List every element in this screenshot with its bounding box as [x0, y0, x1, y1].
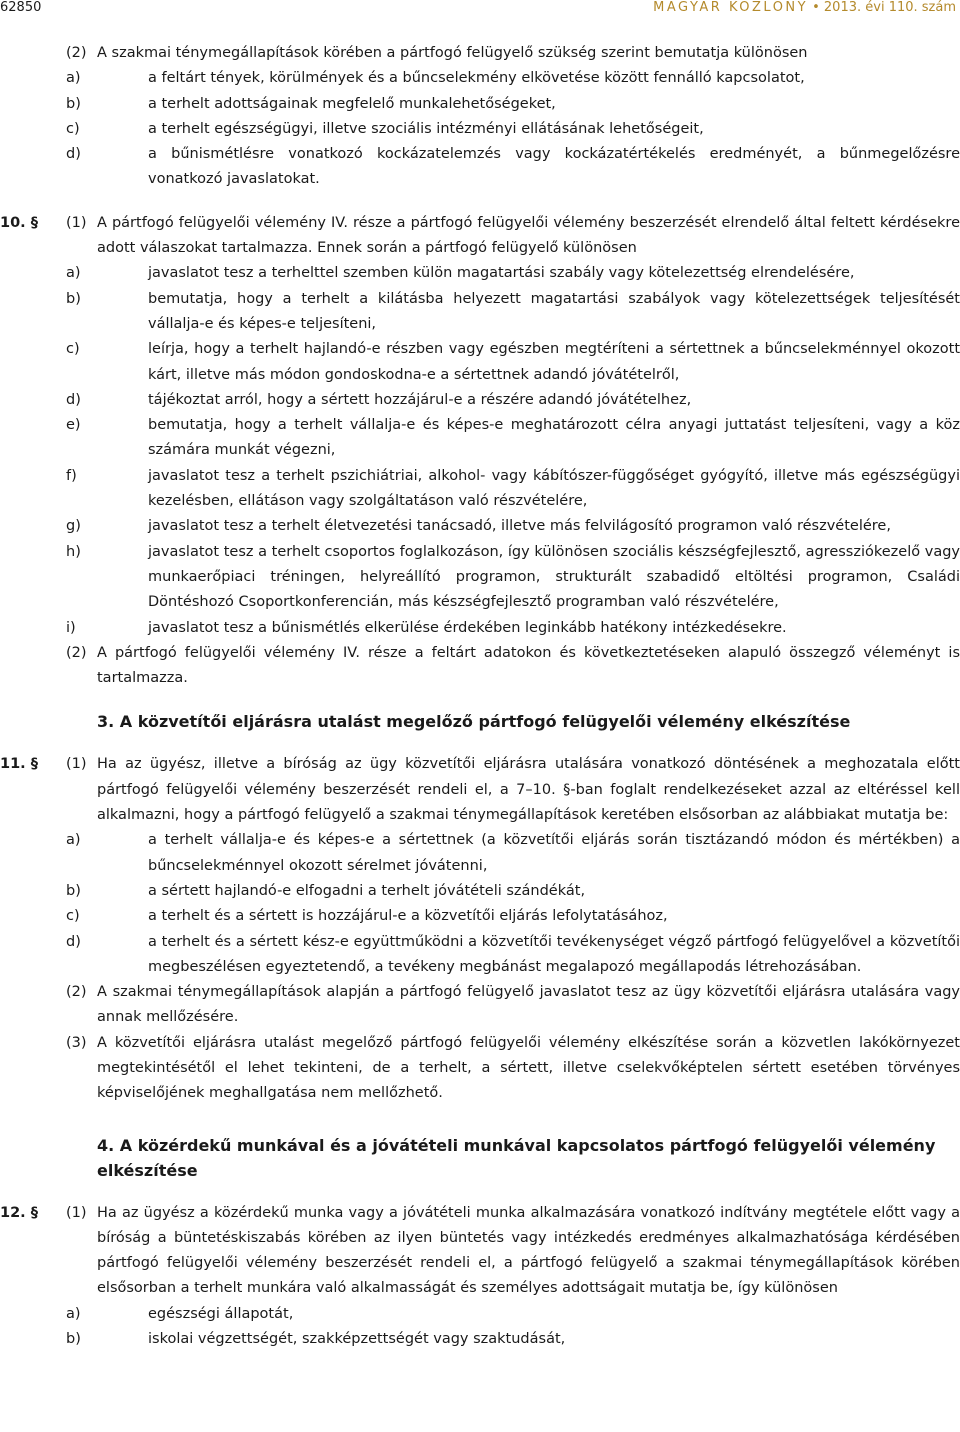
point-row	[0, 66, 960, 91]
paragraph-row	[0, 41, 960, 66]
point-text: a terhelt adottságainak megfelelő munkalehetőségeket,	[148, 95, 556, 112]
point-text: a terhelt egészségügyi, illetve szociális intézményi ellátásának lehetőségeit,	[148, 120, 704, 137]
point-label: c)	[66, 120, 80, 137]
paragraph-number: (3)	[66, 1034, 87, 1051]
point-label: d)	[66, 391, 81, 408]
point-row	[0, 930, 960, 981]
point-row	[0, 540, 960, 616]
paragraph-number: (2)	[66, 644, 87, 661]
section-number: 10. §	[0, 214, 38, 231]
point-row	[0, 1327, 960, 1352]
point-text: a terhelt vállalja-e és képes-e a sértettnek (a közvetítői eljárás során tisztázandó módon és mértékben) a bűncselekménnyel okozott sérelmet jóvátenni,	[148, 832, 960, 874]
point-text: iskolai végzettségét, szakképzettségét vagy szaktudását,	[148, 1331, 566, 1348]
section-number: 12. §	[0, 1204, 38, 1221]
point-text: a sértett hajlandó-e elfogadni a terhelt jóvátételi szándékát,	[148, 882, 586, 899]
point-label: g)	[66, 518, 81, 535]
paragraph-number: (2)	[66, 45, 87, 61]
point-label: a)	[66, 70, 81, 87]
paragraph-row	[0, 641, 960, 692]
point-row	[0, 337, 960, 388]
paragraph-text: A pártfogó felügyelői vélemény IV. része a feltárt adatokon és következtetéseken alapuló összegző véleményt is tartalmazza.	[97, 644, 960, 687]
chapter-heading: 4. A közérdekű munkával és a jóvátételi munkával kapcsolatos pártfogó felügyelői vélemény elkészítése	[97, 1135, 936, 1180]
paragraph-row	[0, 1031, 960, 1107]
point-text: a terhelt és a sértett kész-e együttműködni a közvetítői tevékenységet végző pártfogó felügyelővel a közvetítői megbeszélésen egyeztetendő, a tevékeny megbánást megalapozó megállapodás létrehozásában.	[148, 933, 960, 975]
point-row	[0, 514, 960, 539]
journal-title: MAGYAR KÖZLÖNY	[653, 0, 809, 15]
paragraph-text: Ha az ügyész a közérdekű munka vagy a jóvátételi munka alkalmazására vonatkozó indítvány megtétele előtt vagy a bíróság a büntetéskiszabás körében az ilyen büntetés vagy intézkedés eredményes alkalmazhatósága kérdésében pártfogó felügyelői vélemény beszerzését rendeli el, a pártfogó felügyelő a szakmai ténymegállapítások körében elsősorban a terhelt munkára való alkalmasságát és személyes adottságait mutatja be, így különösen	[97, 1204, 960, 1297]
section-row	[0, 1201, 960, 1302]
paragraph-text: A szakmai ténymegállapítások körében a pártfogó felügyelő szükség szerint bemutatja különösen	[97, 45, 808, 61]
journal-header	[653, 0, 956, 15]
point-text: a feltárt tények, körülmények és a bűncselekmény elkövetése között fennálló kapcsolatot,	[148, 70, 805, 87]
point-row	[0, 388, 960, 413]
point-label: e)	[66, 417, 81, 434]
paragraph-text: Ha az ügyész, illetve a bíróság az ügy közvetítői eljárásra utalására vonatkozó döntésének a meghozatala előtt pártfogó felügyelői vélemény beszerzését rendeli el, a 7–10. §-ban foglalt rendelkezéseket azzal az eltéréssel kell alkalmazni, hogy a pártfogó felügyelő a szakmai ténymegállapítások keretében elsősorban az alábbiakat mutatja be:	[97, 756, 960, 824]
paragraph-text: A szakmai ténymegállapítások alapján a pártfogó felügyelő javaslatot tesz az ügy közvetítői eljárásra utalására vagy annak mellőzésére.	[97, 984, 960, 1026]
page-number: 62850	[0, 0, 42, 15]
point-label: b)	[66, 95, 81, 112]
point-text: javaslatot tesz a terhelt pszichiátriai, alkohol- vagy kábítószer-függőséget gyógyító, illetve más egészségügyi kezelésben, ellátáson vagy szolgáltatáson való részvételére,	[148, 467, 960, 510]
section-row	[0, 752, 960, 828]
point-text: javaslatot tesz a terhelt csoportos foglalkozáson, így különösen szociális készségfejlesztő, agressziókezelő vagy munkaerőpiaci tréningen, helyreállító programon, strukturált szabadidő eltöltési programon, Családi Döntéshozó Csoportkonferencián, más készségfejlesztő programban való részvételére,	[148, 543, 960, 611]
point-label: b)	[66, 290, 81, 307]
paragraph-text: A közvetítői eljárásra utalást megelőző pártfogó felügyelői vélemény elkészítése során a közvetlen lakókörnyezet megtekintésétől el lehet tekinteni, de a terhelt, a sértett, illetve cselekvőképtelen sértett esetében törvényes képviselőjének meghallgatása nem mellőzhető.	[97, 1034, 960, 1102]
point-text: a terhelt és a sértett is hozzájárul-e a közvetítői eljárás lefolytatásához,	[148, 908, 668, 925]
point-row	[0, 117, 960, 142]
point-text: bemutatja, hogy a terhelt a kilátásba helyezett magatartási szabályok vagy kötelezettségek teljesítését vállalja-e és képes-e teljesíteni,	[148, 290, 960, 332]
journal-issue: • 2013. évi 110. szám	[812, 0, 956, 15]
point-label: h)	[66, 543, 81, 560]
point-text: egészségi állapotát,	[148, 1305, 294, 1322]
point-text: javaslatot tesz a bűnismétlés elkerülése érdekében leginkább hatékony intézkedésekre.	[148, 619, 787, 636]
point-row	[0, 879, 960, 904]
document-body	[0, 41, 960, 1352]
point-label: i)	[66, 619, 76, 636]
point-text: leírja, hogy a terhelt hajlandó-e részben vagy egészben megtéríteni a sértettnek a bűncselekménnyel okozott kárt, illetve más módon gondoskodna-e a sértettnek adandó jóvátételről,	[148, 341, 960, 383]
point-row	[0, 413, 960, 464]
point-row	[0, 616, 960, 641]
point-row	[0, 464, 960, 515]
page-header	[0, 0, 960, 20]
point-label: c)	[66, 908, 80, 925]
paragraph-number: (1)	[66, 1204, 87, 1221]
point-label: f)	[66, 467, 77, 484]
point-label: c)	[66, 341, 80, 358]
point-label: a)	[66, 1305, 81, 1322]
paragraph-number: (1)	[66, 756, 87, 773]
paragraph-number: (2)	[66, 984, 87, 1001]
section-number: 11. §	[0, 756, 38, 773]
point-label: b)	[66, 882, 81, 899]
point-text: tájékoztat arról, hogy a sértett hozzájárul-e a részére adandó jóvátételhez,	[148, 391, 692, 408]
point-text: a bűnismétlésre vonatkozó kockázatelemzés vagy kockázatértékelés eredményét, a bűnmegelőzésre vonatkozó javaslatokat.	[148, 146, 960, 188]
point-row	[0, 287, 960, 338]
paragraph-text: A pártfogó felügyelői vélemény IV. része a pártfogó felügyelői vélemény beszerzését elrendelő által feltett kérdésekre adott válaszokat tartalmazza. Ennek során a pártfogó felügyelő különösen	[97, 214, 960, 257]
point-row	[0, 261, 960, 286]
paragraph-number: (1)	[66, 214, 87, 231]
point-text: javaslatot tesz a terhelttel szemben külön magatartási szabály vagy kötelezettség elrendelésére,	[148, 265, 855, 282]
point-label: d)	[66, 933, 81, 950]
point-text: bemutatja, hogy a terhelt vállalja-e és képes-e meghatározott célra anyagi juttatást teljesíteni, vagy a köz számára munkát végezni,	[148, 417, 960, 459]
paragraph-row	[0, 980, 960, 1031]
chapter-heading: 3. A közvetítői eljárásra utalást megelőző pártfogó felügyelői vélemény elkészítése	[97, 712, 851, 732]
point-label: a)	[66, 832, 81, 849]
point-row	[0, 92, 960, 117]
point-row	[0, 1302, 960, 1327]
point-row	[0, 828, 960, 879]
point-label: b)	[66, 1331, 81, 1348]
point-text: javaslatot tesz a terhelt életvezetési tanácsadó, illetve más felvilágosító programon való részvételére,	[148, 518, 891, 535]
point-label: d)	[66, 146, 81, 163]
section-row	[0, 211, 960, 262]
point-row	[0, 142, 960, 193]
point-label: a)	[66, 265, 81, 282]
point-row	[0, 904, 960, 929]
